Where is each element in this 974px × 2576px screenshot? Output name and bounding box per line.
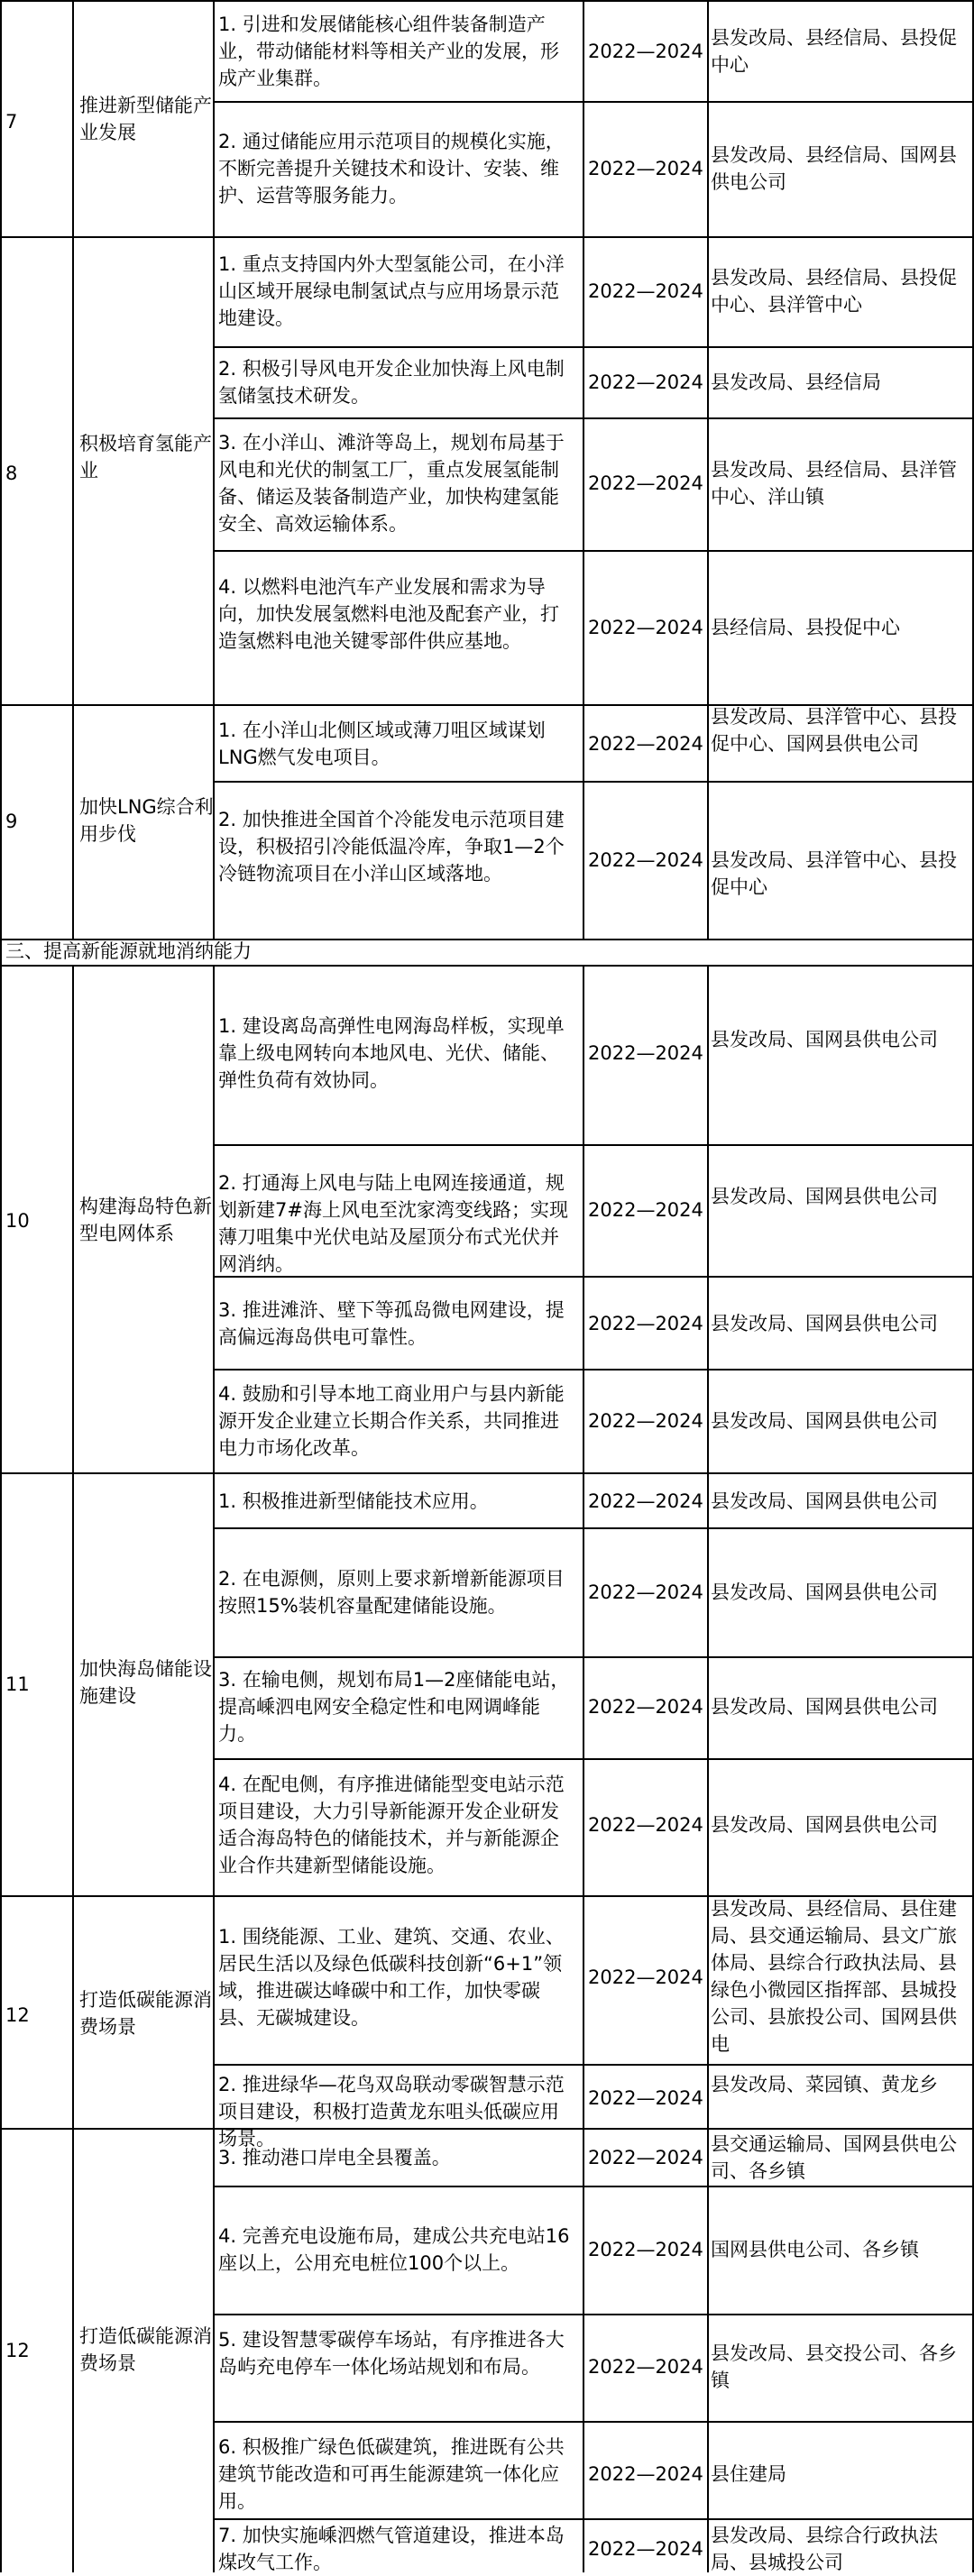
- period-text: 2022—2024: [588, 1490, 703, 1512]
- measure-text: 2. 积极引导风电开发企业加快海上风电制氢储氢技术研发。: [218, 358, 565, 407]
- period-text: 2022—2024: [588, 617, 703, 638]
- period-text: 2022—2024: [588, 472, 703, 494]
- period-text: 2022—2024: [588, 158, 703, 179]
- period-text: 2022—2024: [588, 2147, 703, 2168]
- measure-text: 1. 在小洋山北侧区域或薄刀咀区域谋划LNG燃气发电项目。: [218, 720, 546, 768]
- task-title: 打造低碳能源消费场景: [79, 1989, 212, 2038]
- department-text: 县住建局: [711, 2463, 786, 2485]
- task-title: 构建海岛特色新型电网体系: [79, 1196, 212, 1244]
- period-text: 2022—2024: [588, 1966, 703, 1988]
- measure-text: 1. 引进和发展储能核心组件装备制造产业，带动储能材料等相关产业的发展，形成产业集群。: [218, 14, 559, 89]
- measure-text: 4. 鼓励和引导本地工商业用户与县内新能源开发企业建立长期合作关系，共同推进电力市场化改革。: [218, 1383, 565, 1459]
- period-text: 2022—2024: [588, 1042, 703, 1064]
- department-text: 国网县供电公司、各乡镇: [711, 2239, 919, 2260]
- department-text: 县发改局、县洋管中心、县投促中心、国网县供电公司: [711, 706, 957, 755]
- period-text: 2022—2024: [588, 2356, 703, 2378]
- group-number: 10: [5, 1210, 30, 1232]
- measure-text: 2. 推进绿华—花鸟双岛联动零碳智慧示范项目建设，积极打造黄龙东咀头低碳应用场景。: [218, 2074, 565, 2150]
- group-number: 7: [5, 111, 18, 133]
- measure-text: 1. 建设离岛高弹性电网海岛样板，实现单靠上级电网转向本地风电、光伏、储能、弹性负荷有效协同。: [218, 1015, 565, 1091]
- measure-text: 3. 在小洋山、滩浒等岛上，规划布局基于风电和光伏的制氢工厂，重点发展氢能制备、储运及装备制造产业，加快构建氢能安全、高效运输体系。: [218, 432, 565, 535]
- task-title: 加快海岛储能设施建设: [79, 1658, 212, 1707]
- measure-text: 2. 在电源侧，原则上要求新增新能源项目按照15%装机容量配建储能设施。: [218, 1568, 565, 1617]
- measure-text: 1. 积极推进新型储能技术应用。: [218, 1490, 489, 1512]
- measure-text: 4. 完善充电设施布局，建成公共充电站16座以上，公用充电桩位100个以上。: [218, 2225, 570, 2274]
- department-text: 县发改局、国网县供电公司: [711, 1490, 938, 1512]
- department-text: 县发改局、国网县供电公司: [711, 1029, 938, 1050]
- period-text: 2022—2024: [588, 1814, 703, 1836]
- group-number: 8: [5, 463, 18, 484]
- department-text: 县发改局、县经信局、县洋管中心、洋山镇: [711, 459, 957, 508]
- measure-text: 4. 以燃料电池汽车产业发展和需求为导向，加快发展氢燃料电池及配套产业，打造氢燃料电池关键零部件供应基地。: [218, 576, 559, 652]
- department-text: 县发改局、县经信局、县投促中心: [711, 27, 957, 76]
- task-title: 打造低碳能源消费场景: [79, 2325, 212, 2374]
- measure-text: 3. 在输电侧，规划布局1—2座储能电站，提高嵊泗电网安全稳定性和电网调峰能力。: [218, 1669, 570, 1745]
- measure-text: 7. 加快实施嵊泗燃气管道建设，推进本岛煤改气工作。: [218, 2525, 565, 2573]
- department-text: 县发改局、县经信局、县投促中心、县洋管中心: [711, 267, 957, 316]
- department-text: 县发改局、县交投公司、各乡镇: [711, 2342, 957, 2391]
- department-text: 县经信局、县投促中心: [711, 617, 900, 638]
- group-number: 12: [5, 2340, 30, 2361]
- measure-text: 3. 推动港口岸电全县覆盖。: [218, 2147, 451, 2168]
- task-title: 积极培育氢能产业: [79, 433, 212, 481]
- department-text: 县发改局、县洋管中心、县投促中心: [711, 849, 957, 898]
- period-text: 2022—2024: [588, 2239, 703, 2260]
- department-text: 县发改局、国网县供电公司: [711, 1313, 938, 1334]
- department-text: 县交通运输局、国网县供电公司、各乡镇: [711, 2133, 957, 2182]
- measure-text: 2. 通过储能应用示范项目的规模化实施，不断完善提升关键技术和设计、安装、维护、运营等服务能力。: [218, 131, 565, 206]
- period-text: 2022—2024: [588, 2538, 703, 2560]
- department-text: 县发改局、国网县供电公司: [711, 1186, 938, 1207]
- period-text: 2022—2024: [588, 849, 703, 871]
- department-text: 县发改局、菜园镇、黄龙乡: [711, 2074, 938, 2095]
- period-text: 2022—2024: [588, 41, 703, 62]
- measure-text: 2. 打通海上风电与陆上电网连接通道，规划新建7#海上风电至沈家湾变线路；实现薄刀咀集中光伏电站及屋顶分布式光伏并网消纳。: [218, 1172, 568, 1275]
- period-text: 2022—2024: [588, 371, 703, 393]
- period-text: 2022—2024: [588, 1313, 703, 1334]
- task-title: 推进新型储能产业发展: [79, 95, 212, 143]
- department-text: 县发改局、县经信局: [711, 371, 881, 393]
- period-text: 2022—2024: [588, 1410, 703, 1432]
- group-number: 11: [5, 1673, 30, 1695]
- group-number: 12: [5, 2004, 30, 2026]
- department-text: 县发改局、县经信局、国网县供电公司: [711, 144, 957, 193]
- period-text: 2022—2024: [588, 280, 703, 302]
- period-text: 2022—2024: [588, 1199, 703, 1221]
- department-text: 县发改局、县经信局、县住建局、县交通运输局、县文广旅体局、县综合行政执法局、县绿色小微园区指挥部、县城投公司、县旅投公司、国网县供电: [711, 1898, 957, 2055]
- department-text: 县发改局、县综合行政执法局、县城投公司: [711, 2525, 938, 2573]
- measure-text: 6. 积极推广绿色低碳建筑，推进既有公共建筑节能改造和可再生能源建筑一体化应用。: [218, 2436, 565, 2512]
- group-number: 9: [5, 811, 18, 832]
- department-text: 县发改局、国网县供电公司: [711, 1410, 938, 1432]
- measure-text: 3. 推进滩浒、壁下等孤岛微电网建设，提高偏远海岛供电可靠性。: [218, 1299, 565, 1348]
- measure-text: 5. 建设智慧零碳停车场站，有序推进各大岛屿充电停车一体化场站规划和布局。: [218, 2329, 565, 2378]
- period-text: 2022—2024: [588, 733, 703, 755]
- measure-text: 2. 加快推进全国首个冷能发电示范项目建设，积极招引冷能低温冷库，争取1—2个冷链物流项目在小洋山区域落地。: [218, 809, 565, 885]
- measure-text: 1. 重点支持国内外大型氢能公司，在小洋山区域开展绿电制氢试点与应用场景示范地建设。: [218, 253, 565, 329]
- department-text: 县发改局、国网县供电公司: [711, 1581, 938, 1603]
- period-text: 2022—2024: [588, 2087, 703, 2109]
- measure-text: 4. 在配电侧，有序推进储能型变电站示范项目建设，大力引导新能源开发企业研发适合海岛特色的储能技术，并与新能源企业合作共建新型储能设施。: [218, 1774, 565, 1876]
- period-text: 2022—2024: [588, 2463, 703, 2485]
- section-heading: 三、提高新能源就地消纳能力: [5, 940, 252, 962]
- period-text: 2022—2024: [588, 1696, 703, 1718]
- measure-text: 1. 围绕能源、工业、建筑、交通、农业、居民生活以及绿色低碳科技创新“6+1”领域，推进碳达峰碳中和工作，加快零碳县、无碳城建设。: [218, 1926, 565, 2029]
- department-text: 县发改局、国网县供电公司: [711, 1696, 938, 1718]
- task-title: 加快LNG综合利用步伐: [79, 796, 214, 845]
- department-text: 县发改局、国网县供电公司: [711, 1814, 938, 1836]
- period-text: 2022—2024: [588, 1581, 703, 1603]
